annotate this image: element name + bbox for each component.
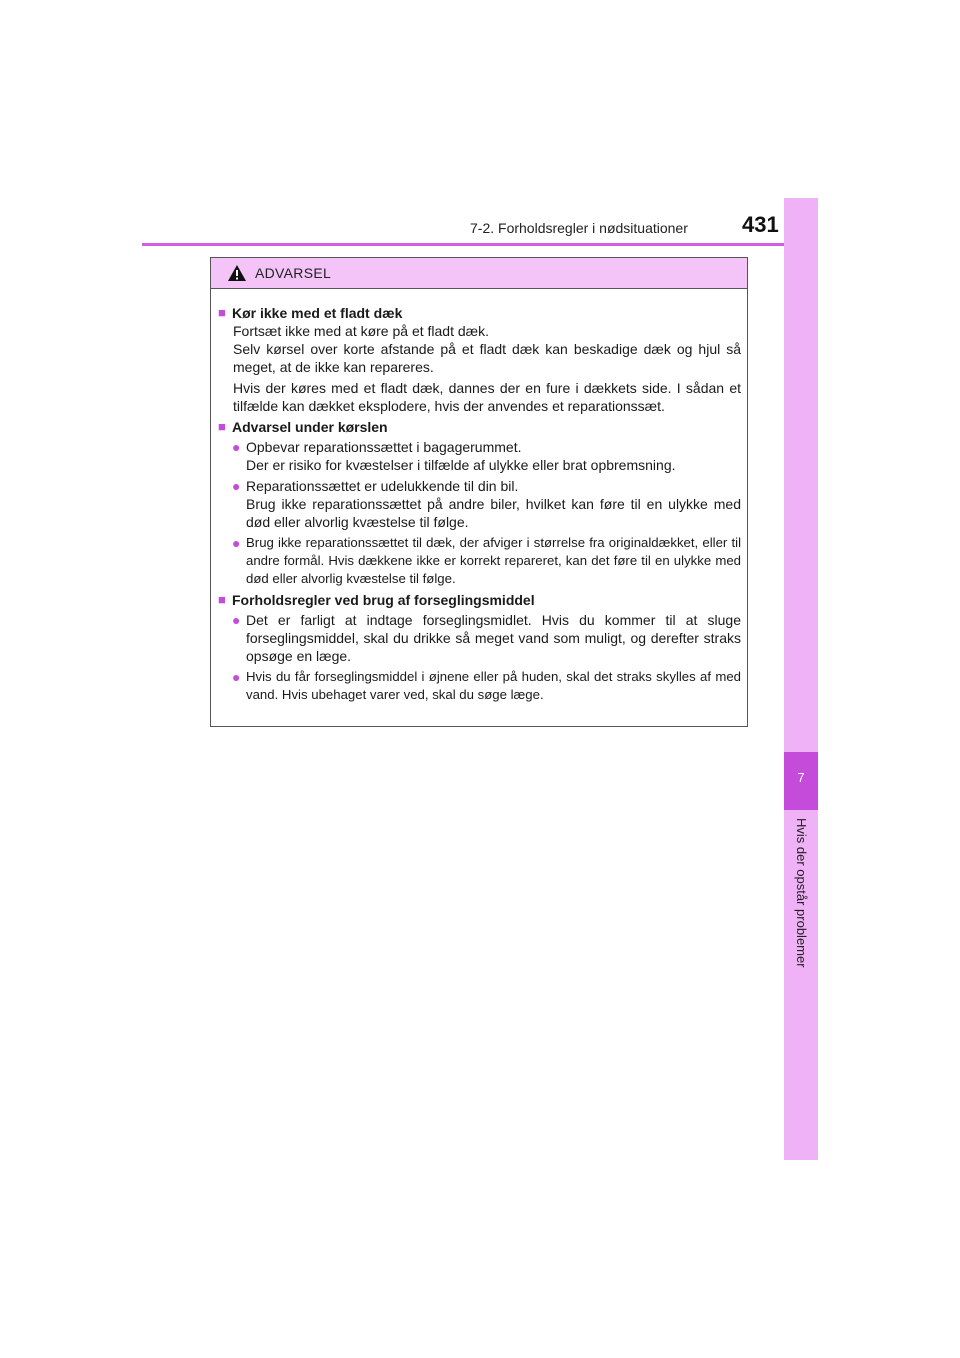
section-heading-text: Forholdsregler ved brug af forseglingsmiddel — [232, 592, 535, 608]
circle-bullet-icon: ● — [232, 535, 241, 551]
section-heading — [218, 418, 741, 436]
list-item: ● Det er farligt at indtage forseglingsmidlet. Hvis du kommer til at sluge forseglingsmiddel, skal du drikke så meget vand som muligt, og derefter straks opsøge en læge. — [232, 612, 741, 664]
square-bullet-icon: ■ — [218, 305, 226, 320]
circle-bullet-icon: ● — [232, 439, 241, 455]
warning-box — [210, 257, 748, 727]
page-number: 431 — [742, 212, 779, 237]
warning-title: ADVARSEL — [255, 265, 332, 281]
list-item: ● Brug ikke reparationssættet til dæk, der afviger i størrelse fra originaldækket, eller til andre formål. Hvis dækkene ikke er korrekt repareret, kan det føre til en ulykke med død eller alvorlig kvæstelse til følge. — [232, 535, 741, 586]
warning-header — [211, 258, 747, 289]
list-item: ● Reparationssættet er udelukkende til din bil. Brug ikke reparationssættet på andre biler, hvilket kan føre til en ulykke med død eller alvorlig kvæstelse til følge. — [232, 478, 741, 530]
section-heading-text: Advarsel under kørslen — [232, 419, 388, 435]
list-item: ● Opbevar reparationssættet i bagagerummet. Der er risiko for kvæstelser i tilfælde af ulykke eller brat opbremsning. — [232, 439, 676, 473]
header-rule — [142, 243, 818, 246]
header-section-text: 7-2. Forholdsregler i nødsituationer — [470, 220, 688, 236]
square-bullet-icon: ■ — [218, 419, 226, 434]
square-bullet-icon: ■ — [218, 592, 226, 607]
chapter-title: Hvis der opstår problemer — [794, 818, 809, 968]
section-heading-text: Kør ikke med et fladt dæk — [232, 305, 403, 321]
warning-triangle-icon — [227, 264, 247, 282]
paragraph: Hvis der køres med et fladt dæk, dannes der en fure i dækkets side. I sådan et tilfælde kan dækket eksplodere, hvis der anvendes et reparationssæt. — [233, 380, 741, 414]
list-item: ● Hvis du får forseglingsmiddel i øjnene eller på huden, skal det straks skylles af med vand. Hvis ubehaget varer ved, skal du søge læge. — [232, 669, 741, 702]
chapter-number: 7 — [797, 770, 805, 785]
circle-bullet-icon: ● — [232, 478, 241, 494]
circle-bullet-icon: ● — [232, 669, 241, 685]
warning-body — [211, 289, 747, 704]
circle-bullet-icon: ● — [232, 612, 241, 628]
paragraph: Fortsæt ikke med at køre på et fladt dæk. Selv kørsel over korte afstande på et fladt dæk kan beskadige dæk og hjul så meget, at de ikke kan repareres. — [233, 323, 741, 375]
section-heading — [218, 591, 741, 609]
section-heading — [218, 304, 741, 322]
